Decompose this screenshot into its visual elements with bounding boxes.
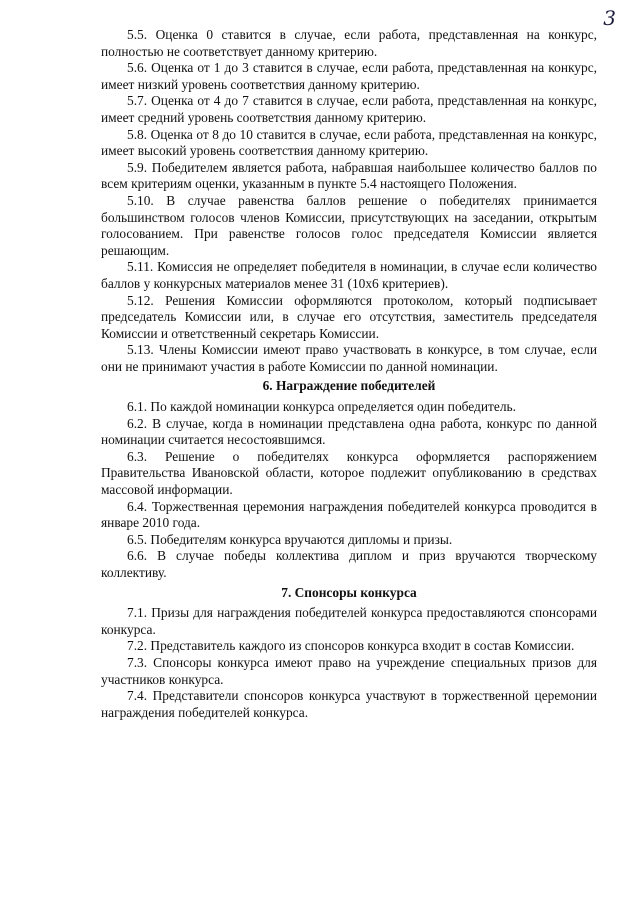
paragraph-6-6: 6.6. В случае победы коллектива диплом и приз вручаются творческому коллективу.	[101, 548, 597, 580]
section-5-tail	[101, 27, 597, 375]
section-7	[101, 585, 597, 722]
paragraph-5-6: 5.6. Оценка от 1 до 3 ставится в случае, если работа, представленная на конкурс, имеет низкий уровень соответствия данному критерию.	[101, 60, 597, 92]
paragraph-6-3: 6.3. Решение о победителях конкурса оформляется распоряжением Правительства Ивановской области, которое подлежит опубликованию в средствах массовой информации.	[101, 448, 597, 498]
paragraph-5-13: 5.13. Члены Комиссии имеют право участвовать в конкурсе, в том случае, если они не принимают участия в работе Комиссии по данной номинации.	[101, 342, 597, 374]
paragraph-7-2: 7.2. Представитель каждого из спонсоров конкурса входит в состав Комиссии.	[127, 638, 575, 654]
paragraph-5-8: 5.8. Оценка от 8 до 10 ставится в случае, если работа, представленная на конкурс, имеет высокий уровень соответствия данному критерию.	[101, 126, 597, 159]
paragraph-5-5: 5.5. Оценка 0 ставится в случае, если работа, представленная на конкурс, полностью не соответствует данному критерию.	[101, 27, 597, 59]
paragraph-5-12: 5.12. Решения Комиссии оформляются протоколом, который подписывает председатель Комиссии или, в случае его отсутствия, заместитель председателя Комиссии и ответственный секретарь Комиссии.	[101, 292, 597, 341]
paragraph-7-3: 7.3. Спонсоры конкурса имеют право на учреждение специальных призов для участников конкурса.	[101, 654, 597, 687]
document-body	[101, 27, 597, 721]
paragraph-5-9: 5.9. Победителем является работа, набравшая наибольшее количество баллов по всем критериям оценки, указанным в пункте 5.4 настоящего Положения.	[101, 159, 597, 192]
section-6	[101, 378, 597, 581]
paragraph-6-5: 6.5. Победителям конкурса вручаются дипломы и призы.	[127, 531, 453, 547]
paragraph-7-1: 7.1. Призы для награждения победителей конкурса предоставляются спонсорами конкурса.	[101, 605, 597, 637]
paragraph-7-4: 7.4. Представители спонсоров конкурса участвуют в торжественной церемонии награждения победителей конкурса.	[101, 688, 597, 720]
paragraph-6-1: 6.1. По каждой номинации конкурса определяется один победитель.	[127, 399, 516, 415]
paragraph-5-11: 5.11. Комиссия не определяет победителя в номинации, в случае если количество баллов у конкурсных материалов менее 31 (10х6 критериев).	[101, 259, 597, 291]
paragraph-6-2: 6.2. В случае, когда в номинации представлена одна работа, конкурс по данной номинации считается несостоявшимся.	[101, 415, 597, 448]
paragraph-5-10: 5.10. В случае равенства баллов решение о победителях принимается большинством голосов членов Комиссии, присутствующих на заседании, открытым голосованием. При равенстве голосов голос председателя Комиссии является решающим.	[101, 192, 597, 258]
page-number: 3	[603, 6, 616, 30]
paragraph-5-7: 5.7. Оценка от 4 до 7 ставится в случае, если работа, представленная на конкурс, имеет средний уровень соответствия данному критерию.	[101, 93, 597, 125]
paragraph-6-4: 6.4. Торжественная церемония награждения победителей конкурса проводится в январе 2010 года.	[101, 498, 597, 531]
section-6-heading: 6. Награждение победителей	[262, 378, 436, 394]
section-7-heading: 7. Спонсоры конкурса	[281, 584, 417, 600]
